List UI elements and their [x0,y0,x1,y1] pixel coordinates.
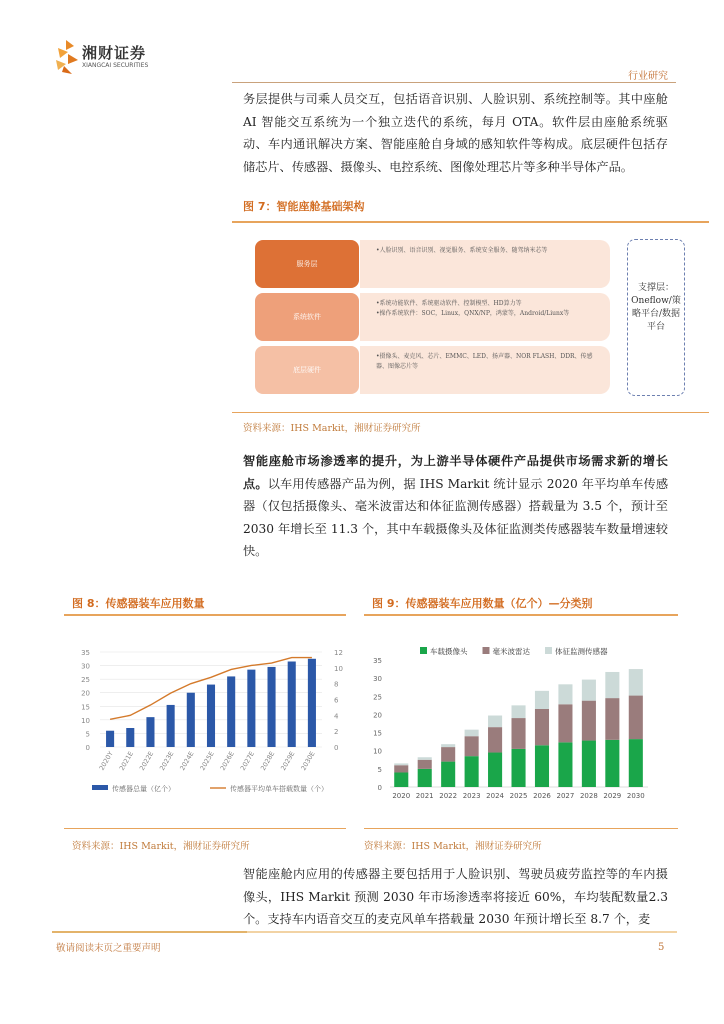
y-tick-label: 20 [373,711,382,720]
company-logo [52,40,172,74]
chart-sensor-by-type [364,640,678,825]
figure-7-divider-top [232,221,709,223]
figure-7-divider-bottom [232,412,709,413]
stacked-bar-segment [558,742,572,787]
paragraph-3: 智能座舱内应用的传感器主要包括用于人脸识别、驾驶员疲劳监控等的车内摄像头，IHS Markit 预测 2030 年市场渗透率将接近 60%，车均装配数量2.3 个。支持车内语音交互的麦克风单车搭载量 2030 年预计增长至 8.7 个，麦 [243,867,668,926]
stacked-bar-segment [535,691,549,709]
x-tick-label: 2024E [178,750,196,772]
legend-label: 体征监测传感器 [555,647,608,656]
stacked-bar-segment [488,716,502,728]
legend-swatch [545,647,552,654]
stacked-bar-segment [465,756,479,787]
bar [187,693,195,747]
legend-label: 传感器总量（亿个） [112,785,175,793]
footer-notice: 敬请阅读末页之重要声明 [56,943,161,954]
x-tick-label: 2030E [299,750,317,772]
stacked-bar-segment [605,672,619,698]
x-tick-label: 2020 [392,792,411,800]
stacked-bar-segment [394,765,408,772]
layer-label: 服务层 [296,260,318,268]
bar [308,659,316,747]
stacked-bar-segment [418,757,432,760]
x-tick-label: 2029E [279,750,297,772]
y-right-tick-label: 2 [334,728,339,737]
y-tick-label: 15 [373,729,382,738]
x-tick-label: 2028 [579,792,598,800]
bar [288,662,296,748]
x-tick-label: 2027 [556,792,575,800]
figure-9-divider-top [364,614,678,616]
figure-9-source: 资料来源：IHS Markit，湘财证券研究所 [364,841,542,852]
stacked-bar-segment [629,739,643,787]
y-right-tick-label: 6 [334,696,339,705]
x-tick-label: 2021 [415,792,434,800]
legend-swatch [483,647,490,654]
figure-7-title: 图 7：智能座舱基础架构 [243,200,365,213]
y-right-tick-label: 0 [334,744,339,752]
chart-sensor-total [64,640,346,825]
bar [126,728,134,747]
stacked-bar-segment [605,698,619,740]
stacked-bar-segment [535,745,549,787]
x-tick-label: 2020Y [97,750,115,772]
x-tick-label: 2025E [198,750,216,772]
stacked-bar-segment [465,730,479,737]
y-left-tick-label: 25 [81,676,90,685]
stacked-bar-segment [418,769,432,787]
layer-service [255,240,359,288]
y-right-tick-label: 10 [334,664,343,673]
paragraph-2-lead: 智能座舱市场渗透率的提升，为上游半导体硬件产品提供市场需求新的增长点。 [243,454,668,491]
y-left-tick-label: 10 [81,716,90,725]
stacked-bar-segment [558,704,572,742]
stacked-bar-segment [511,705,525,718]
stacked-bar-segment [394,772,408,787]
legend-label: 传感器平均单车搭载数量（个） [230,785,328,793]
x-tick-label: 2027E [238,750,257,772]
layer-service-desc: •人脸识别、语音识别、视觉服务、系统安全服务、随驾纳米芯等 [360,240,610,288]
stacked-bar-segment [582,680,596,701]
layer-label: 底层硬件 [293,366,321,374]
x-tick-label: 2024 [486,792,504,800]
stacked-bar-segment [511,718,525,749]
bar [247,670,255,747]
y-right-tick-label: 8 [334,680,339,689]
stacked-bar-segment [582,741,596,787]
stacked-bar-segment [605,740,619,787]
bar [106,731,114,747]
y-tick-label: 0 [377,784,382,792]
x-tick-label: 2022E [137,750,156,772]
x-tick-label: 2026 [533,792,551,800]
stacked-bar-segment [394,763,408,765]
y-tick-label: 10 [373,747,382,756]
logo-mark-icon [52,40,78,74]
stacked-bar-segment [629,669,643,695]
legend-label: 车载摄像头 [430,647,468,656]
stacked-bar-segment [488,727,502,752]
y-left-tick-label: 15 [81,703,90,712]
stacked-bar-segment [582,701,596,741]
y-tick-label: 5 [377,765,382,774]
stacked-bar-segment [629,696,643,740]
y-tick-label: 35 [373,657,382,665]
stacked-bar-segment [441,747,455,762]
y-left-tick-label: 0 [85,744,90,752]
stacked-bar-segment [535,709,549,745]
page-number: 5 [658,942,665,953]
y-tick-label: 30 [373,675,382,684]
legend-swatch-bars [92,785,108,790]
y-right-tick-label: 12 [334,649,343,657]
legend-label: 毫米波雷达 [492,647,530,656]
header-divider [232,82,676,83]
logo-text-cn: 湘财证券 [82,44,147,62]
x-tick-label: 2026E [218,750,236,772]
stacked-bar-segment [558,684,572,704]
report-category: 行业研究 [628,71,668,82]
y-left-tick-label: 20 [81,689,90,698]
x-tick-label: 2029 [603,792,622,800]
y-left-tick-label: 30 [81,662,90,671]
bar [227,676,235,747]
stacked-bar-segment [488,753,502,787]
paragraph-2 [243,450,668,563]
layer-hardware [255,346,359,394]
bar [207,685,215,747]
y-right-tick-label: 4 [334,712,339,721]
x-tick-label: 2023 [462,792,481,800]
layer-system-software [255,293,359,341]
stacked-bar-segment [511,749,525,787]
x-tick-label: 2022 [439,792,458,800]
y-tick-label: 25 [373,693,382,702]
stacked-bar-segment [465,736,479,756]
layer-system-software-desc: •系统功能软件、系统驱动软件、控制模型、HD算力等 •操作系统软件：SOC，Linux，QNX/NP，鸿蒙等，Android/Liunx等 [360,293,610,341]
figure-9-divider-bottom [364,828,678,829]
footer-divider-left [52,931,247,933]
y-left-tick-label: 35 [81,649,90,657]
footer-divider-right [247,931,677,933]
layer-label: 系统软件 [293,313,321,321]
y-left-tick-label: 5 [85,730,90,739]
figure-7-source: 资料来源：IHS Markit，湘财证券研究所 [243,423,421,434]
figure-8-divider-bottom [64,828,346,829]
figure-9-title: 图 9：传感器装车应用数量（亿个）—分类别 [372,597,593,610]
stacked-bar-segment [441,744,455,747]
bar [167,705,175,747]
figure-8-divider-top [64,614,346,616]
x-tick-label: 2025 [509,792,528,800]
stacked-bar-segment [418,760,432,769]
paragraph-1: 务层提供与司乘人员交互，包括语音识别、人脸识别、系统控制等。其中座舱AI 智能交互系统为一个独立迭代的系统，每月 OTA。软件层由座舱系统驱动、车内通讯解决方案、智能座舱自身域的感知软件等构成。底层硬件包括存储芯片、传感器、摄像头、电控系统、图像处理芯片等多种半导体产品。 [243,92,668,174]
figure-8-title: 图 8：传感器装车应用数量 [72,597,205,610]
support-layer-box: 支撑层：Oneflow/策略平台/数据平台 [627,239,685,396]
stacked-bar-segment [441,762,455,787]
figure-8-source: 资料来源：IHS Markit，湘财证券研究所 [72,841,250,852]
logo-text-en: XIANGCAI SECURITIES [82,62,149,69]
x-tick-label: 2030 [626,792,645,800]
x-tick-label: 2023E [158,750,176,772]
x-tick-label: 2028E [259,750,277,772]
paragraph-2-body: 以车用传感器产品为例，据 IHS Markit 统计显示 2020 年平均单车传感器（仅包括摄像头、毫米波雷达和体征监测传感器）搭载量为 3.5 个，预计至 2030 年增长至 11.3 个，其中车载摄像头及体征监测类传感器装车数量增速较快。 [243,476,669,558]
layer-hardware-desc: •摄像头、麦克风、芯片、EMMC、LED、扬声器、NOR FLASH、DDR、传感器、图像芯片等 [360,346,610,394]
x-tick-label: 2021E [117,750,136,772]
legend-swatch [420,647,427,654]
bar [146,717,154,747]
bar [268,667,276,747]
